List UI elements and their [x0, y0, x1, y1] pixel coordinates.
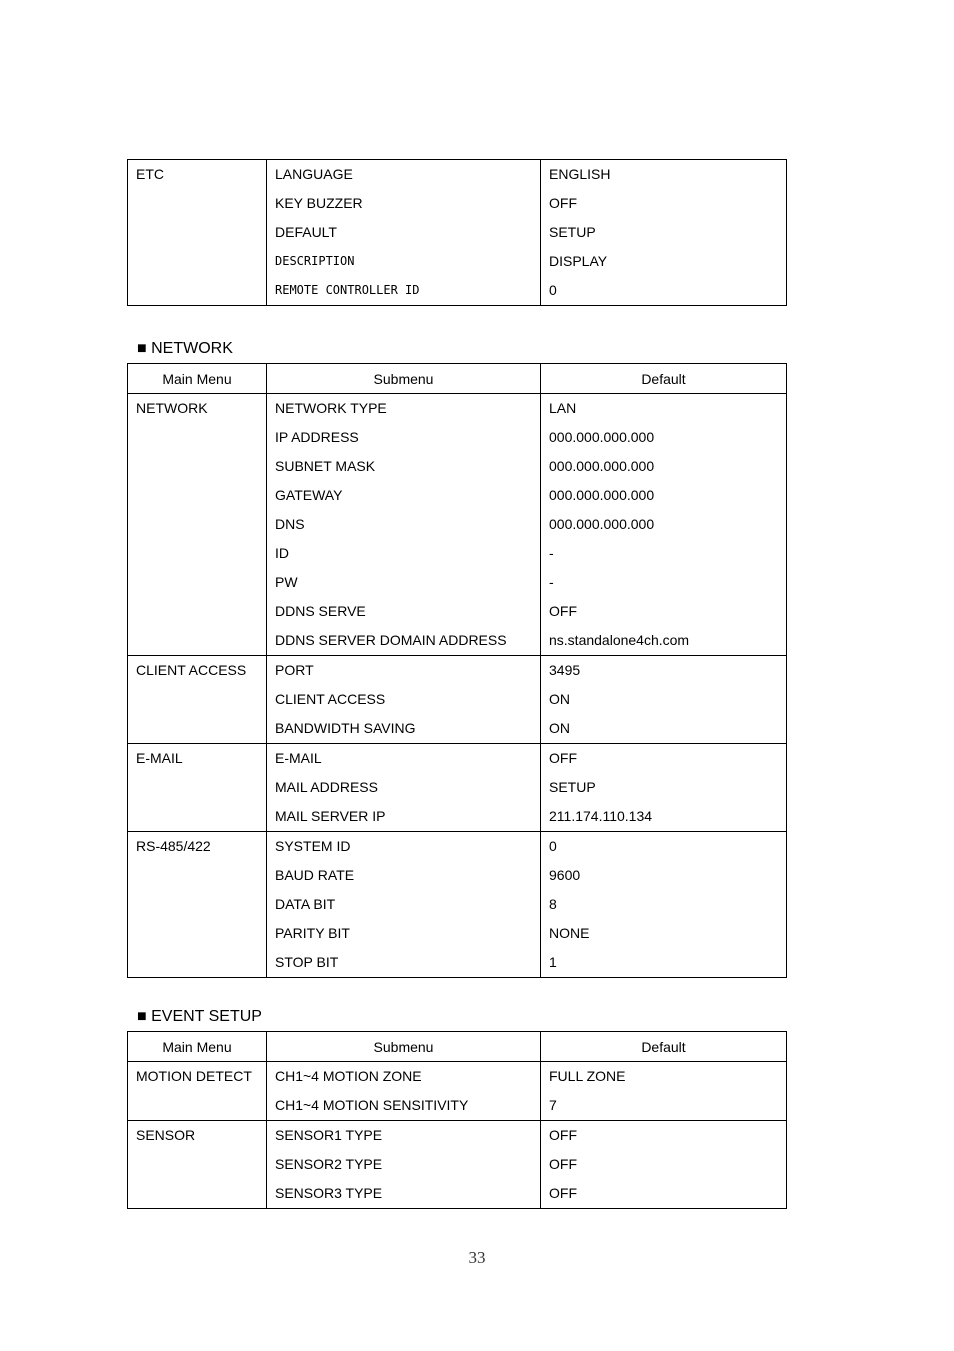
- default-value: 3495: [549, 662, 581, 678]
- submenu-cell: [267, 832, 541, 978]
- submenu-item: CH1~4 MOTION SENSITIVITY: [275, 1097, 469, 1113]
- submenu-cell: [267, 1062, 541, 1121]
- main-menu-label: NETWORK: [136, 400, 208, 416]
- submenu-item: DDNS SERVER DOMAIN ADDRESS: [275, 632, 507, 648]
- submenu-item: GATEWAY: [275, 487, 343, 503]
- submenu-item: KEY BUZZER: [275, 195, 363, 211]
- header-main-menu: Main Menu: [128, 364, 267, 394]
- submenu-item: DESCRIPTION: [275, 254, 355, 268]
- default-value: OFF: [549, 1185, 577, 1201]
- default-value: ENGLISH: [549, 166, 611, 182]
- default-value: 211.174.110.134: [549, 808, 653, 824]
- submenu-item: STOP BIT: [275, 954, 339, 970]
- submenu-item: SENSOR3 TYPE: [275, 1185, 383, 1201]
- header-default: Default: [541, 364, 787, 394]
- submenu-item: E-MAIL: [275, 750, 322, 766]
- default-value: SETUP: [549, 779, 596, 795]
- network-section-title: ■ NETWORK: [137, 340, 233, 357]
- table-row: [128, 1121, 787, 1209]
- main-menu-cell: [128, 394, 267, 656]
- default-value: 000.000.000.000: [549, 487, 655, 503]
- submenu-item: SENSOR1 TYPE: [275, 1127, 383, 1143]
- submenu-item: BANDWIDTH SAVING: [275, 720, 416, 736]
- default-value: OFF: [549, 750, 577, 766]
- default-value: 000.000.000.000: [549, 516, 655, 532]
- submenu-item: DEFAULT: [275, 224, 337, 240]
- submenu-item: DATA BIT: [275, 896, 336, 912]
- main-menu-label: MOTION DETECT: [136, 1068, 252, 1084]
- submenu-item: BAUD RATE: [275, 867, 355, 883]
- submenu-item: CH1~4 MOTION ZONE: [275, 1068, 422, 1084]
- default-value: FULL ZONE: [549, 1068, 626, 1084]
- default-value: 0: [549, 282, 557, 298]
- default-cell: [541, 832, 787, 978]
- default-value: -: [549, 574, 554, 590]
- default-value: SETUP: [549, 224, 596, 240]
- default-value: DISPLAY: [549, 253, 608, 269]
- main-menu-cell: [128, 656, 267, 744]
- header-default: Default: [541, 1032, 787, 1062]
- main-menu-cell: [128, 160, 267, 306]
- main-menu-label: CLIENT ACCESS: [136, 662, 247, 678]
- default-value: ns.standalone4ch.com: [549, 632, 690, 648]
- submenu-cell: [267, 1121, 541, 1209]
- default-value: 000.000.000.000: [549, 429, 655, 445]
- default-value: 0: [549, 838, 557, 854]
- submenu-item: LANGUAGE: [275, 166, 353, 182]
- default-value: 1: [549, 954, 557, 970]
- submenu-item: PORT: [275, 662, 314, 678]
- event-settings-table: [127, 1031, 787, 1209]
- submenu-item: SYSTEM ID: [275, 838, 351, 854]
- default-cell: [541, 1121, 787, 1209]
- default-value: 7: [549, 1097, 557, 1113]
- table-row: [128, 832, 787, 978]
- submenu-item: DNS: [275, 516, 305, 532]
- event-section-title: ■ EVENT SETUP: [137, 1008, 262, 1025]
- submenu-item: PW: [275, 574, 298, 590]
- submenu-cell: [267, 394, 541, 656]
- page-number: 33: [468, 1248, 486, 1267]
- submenu-cell: [267, 744, 541, 832]
- submenu-item: SUBNET MASK: [275, 458, 376, 474]
- default-value: OFF: [549, 1127, 577, 1143]
- header-submenu: Submenu: [267, 1032, 541, 1062]
- default-cell: [541, 394, 787, 656]
- default-value: LAN: [549, 400, 577, 416]
- submenu-cell: [267, 656, 541, 744]
- default-value: ON: [549, 720, 570, 736]
- main-menu-cell: [128, 1121, 267, 1209]
- submenu-item: CLIENT ACCESS: [275, 691, 386, 707]
- default-value: OFF: [549, 1156, 577, 1172]
- header-submenu: Submenu: [267, 364, 541, 394]
- default-cell: [541, 656, 787, 744]
- default-value: 000.000.000.000: [549, 458, 655, 474]
- default-value: -: [549, 545, 554, 561]
- submenu-item: ID: [275, 545, 289, 561]
- table-row: [128, 744, 787, 832]
- table-row: [128, 160, 787, 306]
- default-cell: [541, 1062, 787, 1121]
- submenu-item: SENSOR2 TYPE: [275, 1156, 383, 1172]
- table-row: [128, 656, 787, 744]
- default-value: OFF: [549, 603, 577, 619]
- submenu-item: IP ADDRESS: [275, 429, 359, 445]
- main-menu-label: E-MAIL: [136, 750, 183, 766]
- submenu-item: MAIL SERVER IP: [275, 808, 386, 824]
- main-menu-label: RS-485/422: [136, 838, 211, 854]
- default-value: 8: [549, 896, 557, 912]
- main-menu-label: ETC: [136, 166, 164, 182]
- default-value: 9600: [549, 867, 581, 883]
- main-menu-cell: [128, 744, 267, 832]
- default-cell: [541, 160, 787, 306]
- header-main-menu: Main Menu: [128, 1032, 267, 1062]
- main-menu-cell: [128, 1062, 267, 1121]
- submenu-cell: [267, 160, 541, 306]
- submenu-item: NETWORK TYPE: [275, 400, 387, 416]
- table-row: [128, 1062, 787, 1121]
- etc-settings-table: [127, 159, 787, 306]
- table-header-row: [128, 1032, 787, 1062]
- submenu-item: DDNS SERVE: [275, 603, 366, 619]
- default-value: OFF: [549, 195, 577, 211]
- main-menu-label: SENSOR: [136, 1127, 196, 1143]
- network-settings-table: [127, 363, 787, 978]
- main-menu-cell: [128, 832, 267, 978]
- table-row: [128, 394, 787, 656]
- submenu-item: REMOTE CONTROLLER ID: [275, 283, 420, 297]
- default-value: ON: [549, 691, 570, 707]
- default-value: NONE: [549, 925, 590, 941]
- table-header-row: [128, 364, 787, 394]
- submenu-item: PARITY BIT: [275, 925, 350, 941]
- submenu-item: MAIL ADDRESS: [275, 779, 378, 795]
- default-cell: [541, 744, 787, 832]
